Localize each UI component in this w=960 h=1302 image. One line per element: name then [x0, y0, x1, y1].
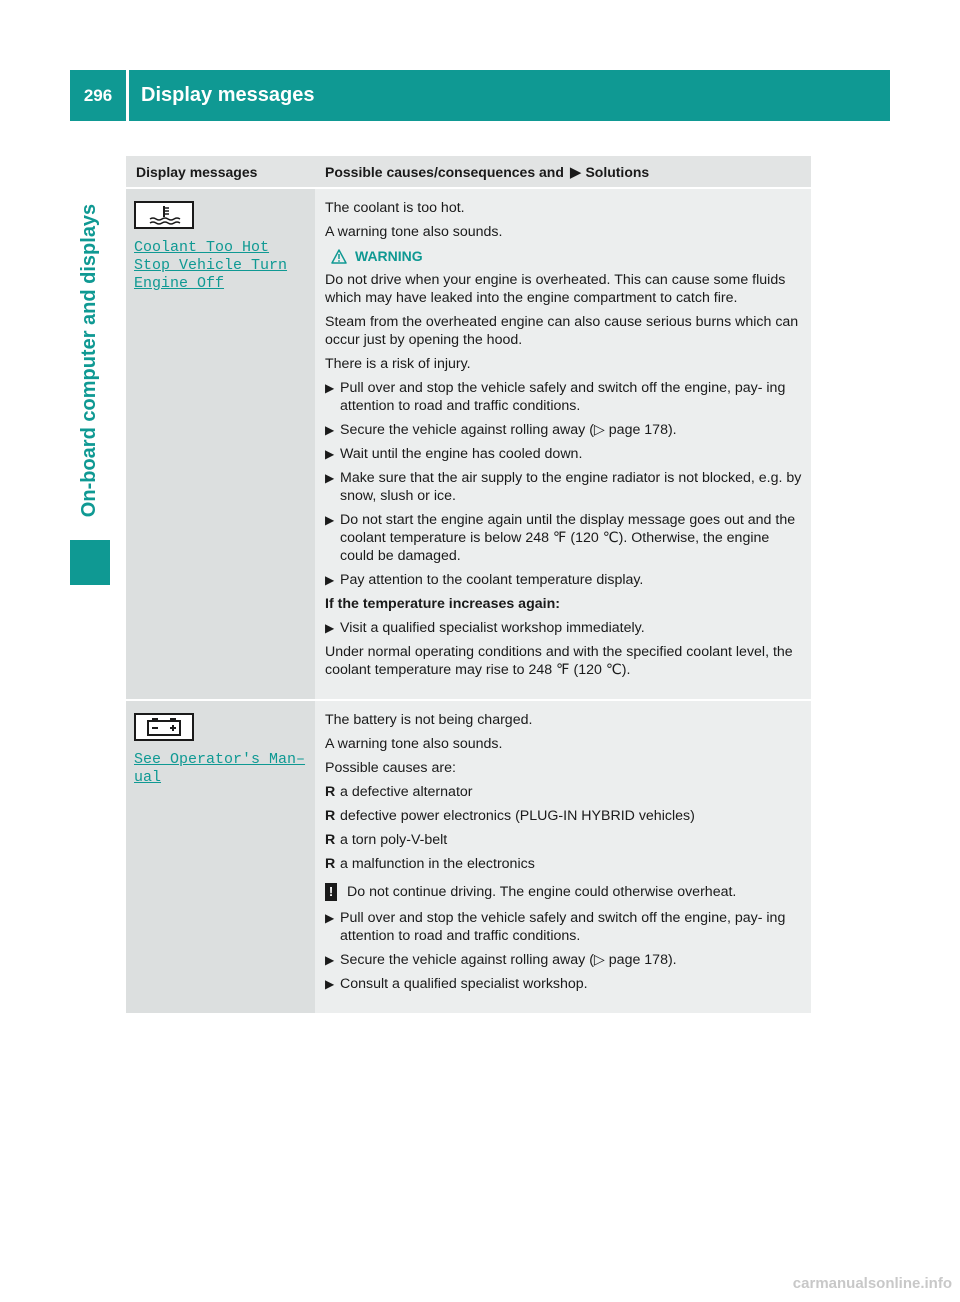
- cause-text: A warning tone also sounds.: [325, 736, 503, 752]
- solution-step: [325, 379, 803, 415]
- step-arrow-icon: ▶: [325, 381, 335, 395]
- step-text: Pay attention to the coolant temperature display.: [340, 572, 644, 588]
- step-text: Consult a qualified specialist workshop.: [340, 976, 588, 992]
- solution-step: [325, 511, 803, 565]
- display-message-text: See Operator's Man– ual: [134, 751, 306, 786]
- cause-cell: [315, 701, 811, 1013]
- battery-icon: [134, 713, 194, 741]
- warning-heading: [331, 247, 803, 265]
- display-messages-table: [126, 156, 811, 1013]
- exclamation-icon: !: [325, 883, 337, 901]
- bullet-text: defective power electronics (PLUG-IN HYBRID vehicles): [340, 808, 695, 824]
- bullet-text: a torn poly-V-belt: [340, 832, 448, 848]
- display-message-text: Coolant Too Hot Stop Vehicle Turn Engine Off: [134, 239, 288, 292]
- column-header-causes: [315, 156, 811, 187]
- solution-step: [325, 619, 803, 637]
- step-arrow-icon: ▶: [325, 621, 335, 635]
- column-header-causes-prefix: Possible causes/consequences and: [325, 163, 564, 180]
- solution-step: [325, 421, 803, 439]
- table-row: [126, 187, 811, 699]
- step-text: Make sure that the air supply to the engine radiator is not blocked, e.g. by snow, slush or ice.: [340, 470, 802, 504]
- bullet-marker: R: [325, 856, 336, 872]
- step-arrow-icon: ▶: [325, 471, 335, 485]
- step-arrow-icon: ▶: [325, 447, 335, 461]
- cause-text: Possible causes are:: [325, 760, 456, 776]
- notice-text: Do not continue driving. The engine could otherwise overheat.: [347, 884, 737, 900]
- cause-text: A warning tone also sounds.: [325, 224, 503, 240]
- step-arrow-icon: ▶: [325, 977, 335, 991]
- message-cell: [126, 189, 315, 699]
- cause-bullet: [325, 783, 803, 801]
- solution-step: [325, 975, 803, 993]
- step-text: Pull over and stop the vehicle safely and switch off the engine, pay- ing attention to road and traffic conditions.: [340, 910, 786, 944]
- table-row: [126, 699, 811, 1013]
- solution-step: [325, 469, 803, 505]
- column-header-messages: Display messages: [136, 163, 258, 180]
- side-tab-marker: [70, 540, 110, 585]
- warning-triangle-icon: [331, 249, 347, 264]
- solution-step: [325, 909, 803, 945]
- side-tab-label: On-board computer and displays: [78, 203, 101, 517]
- bullet-marker: R: [325, 808, 336, 824]
- warning-text: Do not drive when your engine is overheated. This can cause some fluids which may have leaked into the engine compartment to catch fire.: [325, 272, 786, 306]
- footer-watermark: carmanualsonline.info: [792, 1275, 952, 1292]
- sub-heading: If the temperature increases again:: [325, 596, 560, 612]
- bullet-text: a malfunction in the electronics: [340, 856, 535, 872]
- coolant-temperature-icon: [134, 201, 194, 229]
- solution-step: [325, 951, 803, 969]
- bullet-marker: R: [325, 784, 336, 800]
- solution-step: [325, 571, 803, 589]
- step-arrow-icon: ▶: [325, 953, 335, 967]
- side-tab: [70, 135, 110, 585]
- header-divider: [126, 70, 129, 121]
- step-arrow-icon: ▶: [325, 573, 335, 587]
- cause-text: The battery is not being charged.: [325, 712, 533, 728]
- bullet-text: a defective alternator: [340, 784, 473, 800]
- solution-step: [325, 445, 803, 463]
- notice: [325, 883, 803, 901]
- warning-text: Steam from the overheated engine can also cause serious burns which can occur just by opening the hood.: [325, 314, 799, 348]
- cause-text: Under normal operating conditions and with the specified coolant level, the coolant temperature may rise to 248 ℉ (120 ℃).: [325, 644, 793, 678]
- step-arrow-icon: ▶: [325, 513, 335, 527]
- column-header-causes-suffix: Solutions: [585, 163, 650, 180]
- cause-cell: [315, 189, 811, 699]
- page-number: 296: [83, 85, 113, 105]
- step-text: Wait until the engine has cooled down.: [340, 446, 583, 462]
- cause-text: The coolant is too hot.: [325, 200, 465, 216]
- step-arrow-icon: ▶: [325, 423, 335, 437]
- step-arrow-icon: ▶: [325, 911, 335, 925]
- step-text: Pull over and stop the vehicle safely and switch off the engine, pay- ing attention to road and traffic conditions.: [340, 380, 786, 414]
- table-header: [126, 156, 811, 187]
- step-text: Do not start the engine again until the display message goes out and the coolant temperature is below 248 ℉ (120 ℃). Otherwise, the engine could be damaged.: [340, 512, 796, 564]
- cause-bullet: [325, 855, 803, 873]
- warning-text: There is a risk of injury.: [325, 356, 471, 372]
- section-title: Display messages: [141, 84, 315, 106]
- bullet-marker: R: [325, 832, 336, 848]
- solution-arrow-icon: ▶: [569, 163, 582, 181]
- cause-bullet: [325, 831, 803, 849]
- step-text: Secure the vehicle against rolling away (▷ page 178).: [340, 952, 677, 968]
- warning-label: WARNING: [355, 248, 423, 264]
- cause-bullet: [325, 807, 803, 825]
- step-text: Visit a qualified specialist workshop immediately.: [340, 620, 645, 636]
- message-cell: [126, 701, 315, 1013]
- step-text: Secure the vehicle against rolling away (▷ page 178).: [340, 422, 677, 438]
